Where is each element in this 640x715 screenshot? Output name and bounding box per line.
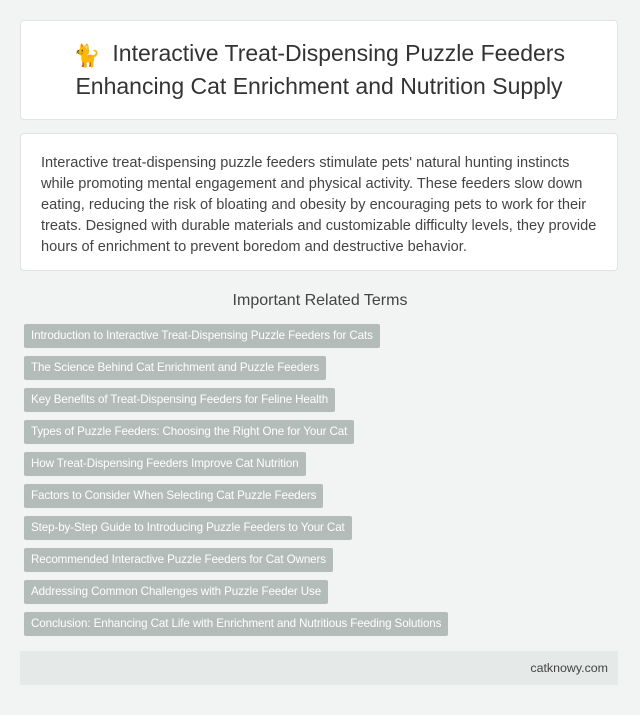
related-term-link[interactable]: Introduction to Interactive Treat-Dispensing Puzzle Feeders for Cats bbox=[24, 324, 380, 348]
related-term-link[interactable]: The Science Behind Cat Enrichment and Puzzle Feeders bbox=[24, 356, 326, 380]
related-term-link[interactable]: Step-by-Step Guide to Introducing Puzzle Feeders to Your Cat bbox=[24, 516, 352, 540]
related-terms-heading: Important Related Terms bbox=[232, 292, 408, 309]
title-card bbox=[20, 20, 618, 120]
related-term-item bbox=[24, 420, 624, 452]
page-title-text: Interactive Treat-Dispensing Puzzle Feeders Enhancing Cat Enrichment and Nutrition Supply bbox=[75, 40, 565, 99]
related-term-item bbox=[24, 580, 624, 612]
related-term-item bbox=[24, 516, 624, 548]
related-term-link[interactable]: Recommended Interactive Puzzle Feeders for Cat Owners bbox=[24, 548, 333, 572]
related-term-item bbox=[24, 388, 624, 420]
related-term-item bbox=[24, 324, 624, 356]
related-term-link[interactable]: Key Benefits of Treat-Dispensing Feeders for Feline Health bbox=[24, 388, 335, 412]
related-term-item bbox=[24, 356, 624, 388]
related-term-item bbox=[24, 548, 624, 580]
related-term-link[interactable]: Conclusion: Enhancing Cat Life with Enrichment and Nutritious Feeding Solutions bbox=[24, 612, 448, 636]
related-term-item bbox=[24, 612, 624, 644]
related-term-item bbox=[24, 452, 624, 484]
cat-icon: 🐈 bbox=[73, 43, 101, 68]
related-term-link[interactable]: Factors to Consider When Selecting Cat Puzzle Feeders bbox=[24, 484, 323, 508]
related-term-link[interactable]: Addressing Common Challenges with Puzzle Feeder Use bbox=[24, 580, 328, 604]
related-terms-list bbox=[24, 324, 624, 644]
related-term-link[interactable]: Types of Puzzle Feeders: Choosing the Right One for Your Cat bbox=[24, 420, 354, 444]
description-text: Interactive treat-dispensing puzzle feeders stimulate pets' natural hunting instincts while promoting mental engagement and physical activity. These feeders slow down eating, reducing the risk of bloating and obesity by encouraging pets to work for their treats. Designed with durable materials and customizable difficulty levels, they provide hours of enrichment to prevent boredom and destructive behavior. bbox=[41, 155, 597, 255]
footer-site-name: catknowy.com bbox=[530, 661, 608, 675]
page-title bbox=[21, 38, 617, 102]
related-term-item bbox=[24, 484, 624, 516]
related-term-link[interactable]: How Treat-Dispensing Feeders Improve Cat Nutrition bbox=[24, 452, 306, 476]
description-card bbox=[20, 133, 618, 271]
footer bbox=[20, 651, 618, 685]
